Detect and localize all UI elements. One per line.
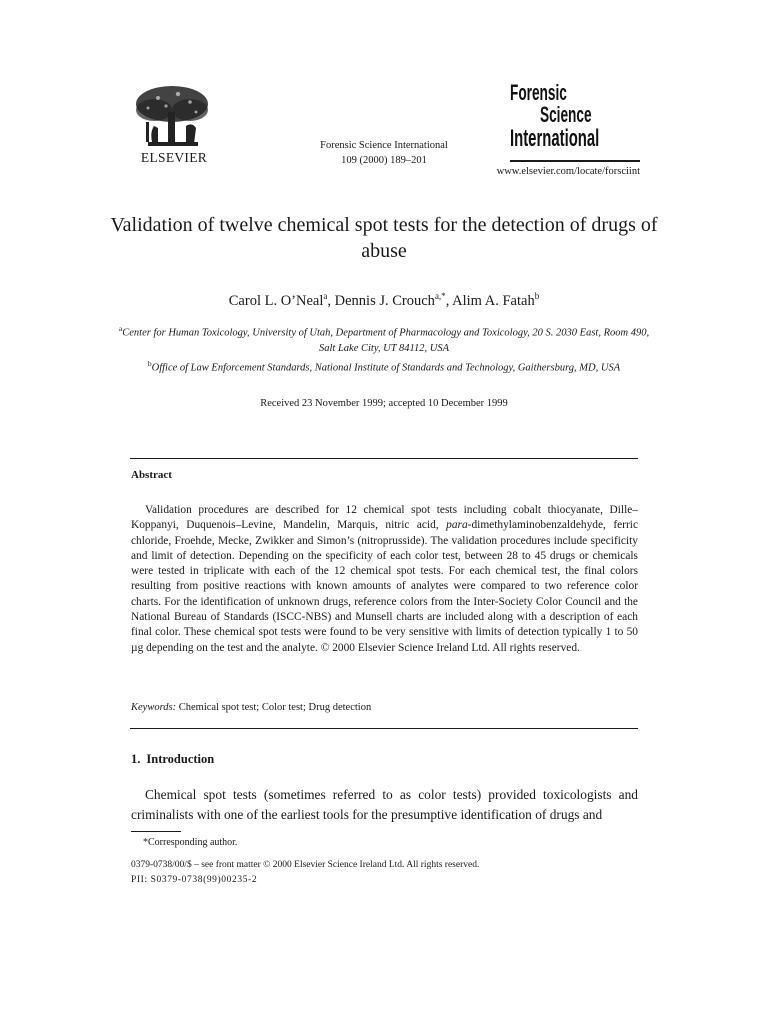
masthead-word-science: Science: [540, 102, 592, 127]
keywords: [131, 702, 638, 713]
abstract-italic-text: para: [446, 519, 468, 532]
keywords-list: Chemical spot test; Color test; Drug detection: [178, 702, 372, 713]
abstract-heading: Abstract: [131, 469, 172, 481]
author-list: [100, 291, 668, 310]
abstract-text: -dimethylaminobenzaldehyde, ferric chloride, Froehde, Mecke, Zwikker and Simon’s (nitroprusside). The validation procedures include specificity and limit of detection. Depending on the specificity of each color test, between 28 to 45 drugs or chemicals were tested in triplicate with each of the 12 chemical spot tests. For each chemical test, the final colors resulting from positive reactions with known amounts of analytes were compared to two reference color charts. For the identification of unknown drugs, reference colors from the Inter-Society Color Council and the National Bureau of Standards (ISCC-NBS) and Munsell charts are included along with a description of each final color. These chemical spot tests were found to be very sensitive with limits of detection typically 1 to 50 µg depending on the test and the analyte. © 2000 Elsevier Science Ireland Ltd. All rights reserved.: [131, 519, 638, 654]
publisher-name: ELSEVIER: [140, 150, 208, 165]
author-affiliation-marker: b: [534, 291, 540, 301]
author-name: Alim A. Fatah: [452, 292, 535, 309]
affiliation-marker: a: [118, 324, 123, 333]
corresponding-author-footnote: *Corresponding author.: [143, 837, 238, 848]
author-name: Dennis J. Crouch: [334, 292, 435, 309]
author-name: Carol L. O’Neal: [228, 292, 324, 309]
author-affiliation-marker: a: [323, 291, 328, 301]
author-affiliation-marker: a,*: [434, 291, 446, 301]
author-separator: ,: [327, 292, 335, 309]
introduction-body: Chemical spot tests (sometimes referred to as color tests) provided toxicologists and criminalists with one of the earliest tools for the presumptive identification of drugs and: [131, 787, 638, 822]
journal-name: Forensic Science International: [320, 140, 448, 151]
keywords-label: Keywords:: [131, 702, 177, 713]
footnote-rule: [131, 831, 181, 832]
section-number: 1.: [131, 752, 141, 766]
journal-url[interactable]: www.elsevier.com/locate/forsciint: [496, 166, 640, 177]
masthead-rule: [510, 160, 640, 162]
journal-masthead: [510, 80, 640, 158]
elsevier-tree-logo: [128, 82, 214, 150]
abstract-bottom-rule: [130, 728, 638, 729]
masthead-word-international: International: [510, 125, 600, 152]
affiliation-a: [110, 321, 658, 356]
abstract-text: Validation procedures are described for 12 chemical spot tests including cobalt thiocyanate, Dille–Koppanyi, Duquenois–Levine, Mandelin, Marquis, nitric acid,: [131, 504, 638, 532]
abstract-top-rule: [130, 458, 638, 459]
journal-issue: 109 (2000) 189–201: [341, 155, 427, 166]
section-title: Introduction: [146, 752, 215, 766]
section-heading-introduction: [131, 752, 214, 767]
author-separator: ,: [445, 292, 453, 309]
article-title: Validation of twelve chemical spot tests for the detection of drugs of abuse: [110, 214, 658, 262]
affiliation-text: Center for Human Toxicology, University of Utah, Department of Pharmacology and Toxicology, 20 S. 2030 East, Room 490, Salt Lake City, UT 84112, USA: [122, 327, 650, 354]
received-dates: Received 23 November 1999; accepted 10 December 1999: [260, 398, 508, 409]
affiliation-text: Office of Law Enforcement Standards, National Institute of Standards and Technology, Gaithersburg, MD, USA: [151, 362, 621, 373]
journal-reference: [292, 138, 476, 168]
copyright-line: 0379-0738/00/$ – see front matter © 2000 Elsevier Science Ireland Ltd. All rights reserved.: [131, 860, 480, 870]
affiliation-marker: b: [147, 358, 152, 368]
masthead-word-forensic: Forensic: [510, 80, 567, 105]
affiliations: [110, 321, 658, 375]
pii-line: PII: S0379-0738(99)00235-2: [131, 875, 258, 885]
affiliation-b: [110, 356, 658, 376]
abstract-body: [131, 503, 638, 656]
